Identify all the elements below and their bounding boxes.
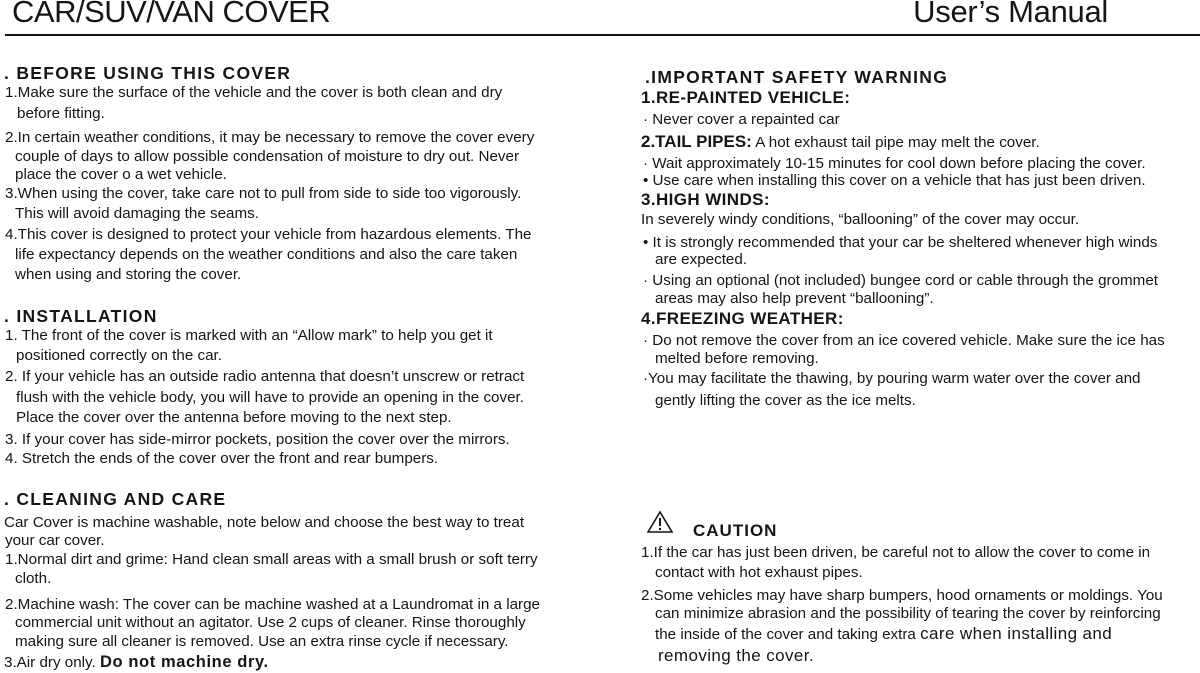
cleaning-line: 2.Machine wash: The cover can be machine washed at a Laundromat in a large <box>5 596 540 613</box>
before-line: 4.This cover is designed to protect your vehicle from hazardous elements. The <box>5 226 532 243</box>
caution-line: contact with hot exhaust pipes. <box>655 564 863 581</box>
installation-line: 2. If your vehicle has an outside radio antenna that doesn’t unscrew or retract <box>5 368 525 385</box>
caution-line: the inside of the cover and taking extra <box>655 626 916 643</box>
cleaning-last-line <box>4 653 269 672</box>
caution-line-5 <box>655 625 1112 644</box>
before-using-heading: . BEFORE USING THIS COVER <box>4 63 292 83</box>
do-not-machine-dry: Do not machine dry. <box>99 653 269 671</box>
before-line: life expectancy depends on the weather conditions and also the care taken <box>15 246 518 263</box>
freezing-title: 4.FREEZING WEATHER: <box>641 309 844 328</box>
installation-line: positioned correctly on the car. <box>16 347 222 364</box>
manual-label: User’s Manual <box>913 0 1108 29</box>
winds-line: In severely windy conditions, “ballooning” of the cover may occur. <box>641 211 1080 228</box>
before-line: couple of days to allow possible condensation of moisture to dry out. Never <box>15 148 519 165</box>
cleaning-line: making sure all cleaner is removed. Use an extra rinse cycle if necessary. <box>15 633 509 650</box>
cleaning-line: Car Cover is machine washable, note below and choose the best way to treat <box>4 514 525 531</box>
before-line: before fitting. <box>17 105 105 122</box>
before-line: 1.Make sure the surface of the vehicle and the cover is both clean and dry <box>5 84 503 101</box>
cleaning-line: 3.Air dry only. <box>4 654 96 671</box>
cleaning-heading: . CLEANING AND CARE <box>4 489 227 509</box>
installation-line: 3. If your cover has side-mirror pockets, position the cover over the mirrors. <box>5 431 510 448</box>
before-line: 2.In certain weather conditions, it may be necessary to remove the cover every <box>5 129 535 146</box>
installation-line: Place the cover over the antenna before moving to the next step. <box>16 409 452 426</box>
winds-title: 3.HIGH WINDS: <box>641 190 770 209</box>
tailpipes-title: 2.TAIL PIPES: <box>641 132 752 151</box>
warning-triangle-icon <box>645 510 685 534</box>
before-line: place the cover o a wet vehicle. <box>15 166 227 183</box>
freezing-line: gently lifting the cover as the ice melts. <box>655 392 916 409</box>
before-line: This will avoid damaging the seams. <box>15 205 259 222</box>
installation-line: 1. The front of the cover is marked with an “Allow mark” to help you get it <box>5 327 493 344</box>
winds-line: areas may also help prevent “ballooning”. <box>655 290 934 307</box>
cleaning-line: commercial unit without an agitator. Use 2 cups of cleaner. Rinse thoroughly <box>15 614 526 631</box>
caution-line: removing the cover. <box>658 646 814 665</box>
installation-line: 4. Stretch the ends of the cover over the front and rear bumpers. <box>5 450 439 467</box>
repainted-line: · Never cover a repainted car <box>643 111 840 128</box>
cleaning-line: 1.Normal dirt and grime: Hand clean small areas with a small brush or soft terry <box>5 551 538 568</box>
cleaning-line: cloth. <box>15 570 52 587</box>
freezing-line: melted before removing. <box>655 350 819 367</box>
caution-line-tail: care when installing and <box>920 624 1113 643</box>
winds-line: • It is strongly recommended that your car be sheltered whenever high winds <box>643 234 1158 251</box>
freezing-line: · Do not remove the cover from an ice covered vehicle. Make sure the ice has <box>643 332 1165 349</box>
freezing-line: ·You may facilitate the thawing, by pouring warm water over the cover and <box>643 370 1141 387</box>
document-title: CAR/SUV/VAN COVER <box>12 0 331 29</box>
document-header <box>0 0 1200 36</box>
tailpipes-line: · Wait approximately 10-15 minutes for cool down before placing the cover. <box>643 155 1146 172</box>
caution-line: can minimize abrasion and the possibility of tearing the cover by reinforcing <box>655 605 1161 622</box>
caution-line: 2.Some vehicles may have sharp bumpers, hood ornaments or moldings. You <box>641 587 1163 604</box>
header-divider <box>5 34 1200 36</box>
tailpipes-line: • Use care when installing this cover on a vehicle that has just been driven. <box>643 172 1146 189</box>
before-line: when using and storing the cover. <box>15 266 242 283</box>
cleaning-line: your car cover. <box>5 532 105 549</box>
caution-heading: CAUTION <box>693 521 778 540</box>
winds-line: are expected. <box>655 251 748 268</box>
caution-line: 1.If the car has just been driven, be careful not to allow the cover to come in <box>641 544 1151 561</box>
installation-heading: . INSTALLATION <box>4 306 158 326</box>
tailpipes-title-rest: A hot exhaust tail pipe may melt the cover. <box>755 134 1040 151</box>
safety-warning-heading: .IMPORTANT SAFETY WARNING <box>645 67 949 87</box>
winds-line: · Using an optional (not included) bungee cord or cable through the grommet <box>643 272 1158 289</box>
repainted-title: 1.RE-PAINTED VEHICLE: <box>641 88 851 107</box>
tailpipes-title-line <box>641 133 1040 152</box>
before-line: 3.When using the cover, take care not to pull from side to side too vigorously. <box>5 185 522 202</box>
installation-line: flush with the vehicle body, you will have to provide an opening in the cover. <box>16 389 524 406</box>
